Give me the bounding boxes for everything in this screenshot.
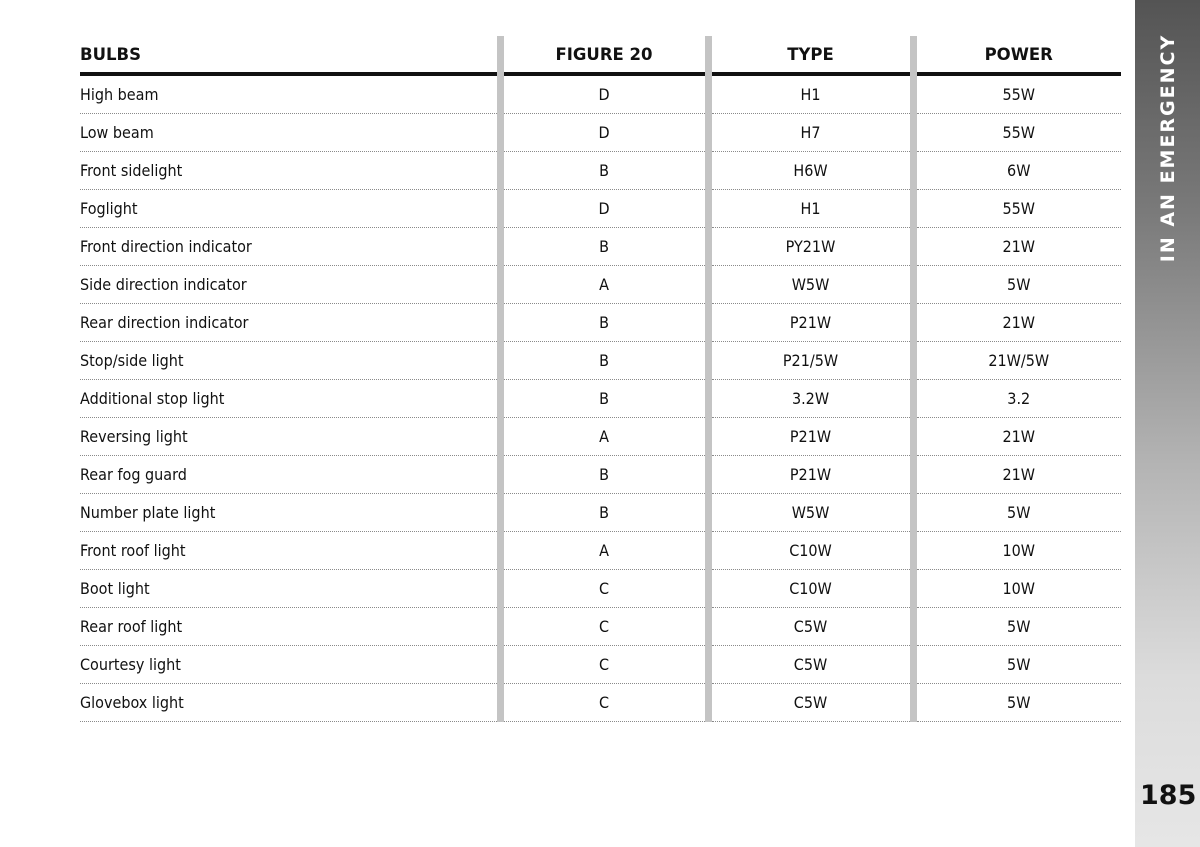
table-row xyxy=(80,228,1121,266)
cell-bulb: Courtesy light xyxy=(80,646,500,684)
cell-power: 5W xyxy=(913,608,1121,646)
cell-bulb: Boot light xyxy=(80,570,500,608)
cell-bulb: Rear fog guard xyxy=(80,456,500,494)
cell-power: 10W xyxy=(913,532,1121,570)
cell-type: C10W xyxy=(708,570,913,608)
header-power: POWER xyxy=(913,36,1121,74)
cell-type: H1 xyxy=(708,190,913,228)
cell-type: C5W xyxy=(708,646,913,684)
cell-figure: D xyxy=(500,190,708,228)
cell-power: 5W xyxy=(913,494,1121,532)
cell-bulb: Rear roof light xyxy=(80,608,500,646)
cell-figure: C xyxy=(500,570,708,608)
cell-power: 55W xyxy=(913,190,1121,228)
cell-figure: B xyxy=(500,456,708,494)
table-row xyxy=(80,684,1121,722)
table-row xyxy=(80,266,1121,304)
cell-power: 3.2 xyxy=(913,380,1121,418)
cell-power: 21W/5W xyxy=(913,342,1121,380)
cell-figure: B xyxy=(500,228,708,266)
cell-figure: B xyxy=(500,380,708,418)
cell-type: H6W xyxy=(708,152,913,190)
cell-figure: A xyxy=(500,418,708,456)
cell-figure: C xyxy=(500,684,708,722)
cell-power: 55W xyxy=(913,114,1121,152)
table-body xyxy=(80,74,1121,722)
cell-bulb: Glovebox light xyxy=(80,684,500,722)
cell-bulb: Stop/side light xyxy=(80,342,500,380)
cell-power: 21W xyxy=(913,418,1121,456)
cell-type: W5W xyxy=(708,494,913,532)
cell-figure: D xyxy=(500,74,708,114)
table-row xyxy=(80,418,1121,456)
cell-figure: D xyxy=(500,114,708,152)
table-row xyxy=(80,342,1121,380)
bulb-table xyxy=(80,36,1121,722)
cell-figure: C xyxy=(500,608,708,646)
table-row xyxy=(80,190,1121,228)
cell-type: P21/5W xyxy=(708,342,913,380)
table-row xyxy=(80,304,1121,342)
cell-type: C5W xyxy=(708,684,913,722)
table-row xyxy=(80,646,1121,684)
cell-power: 55W xyxy=(913,74,1121,114)
cell-type: P21W xyxy=(708,304,913,342)
cell-bulb: Low beam xyxy=(80,114,500,152)
table-row xyxy=(80,494,1121,532)
table-header-row xyxy=(80,36,1121,74)
cell-figure: C xyxy=(500,646,708,684)
header-bulbs: BULBS xyxy=(80,36,500,74)
cell-power: 5W xyxy=(913,646,1121,684)
section-title: IN AN EMERGENCY xyxy=(1157,33,1179,263)
cell-type: W5W xyxy=(708,266,913,304)
cell-type: C5W xyxy=(708,608,913,646)
cell-bulb: Number plate light xyxy=(80,494,500,532)
cell-type: H7 xyxy=(708,114,913,152)
cell-bulb: Additional stop light xyxy=(80,380,500,418)
header-figure: FIGURE 20 xyxy=(500,36,708,74)
cell-figure: A xyxy=(500,532,708,570)
table-row xyxy=(80,74,1121,114)
cell-power: 6W xyxy=(913,152,1121,190)
cell-bulb: Rear direction indicator xyxy=(80,304,500,342)
cell-type: C10W xyxy=(708,532,913,570)
table-row xyxy=(80,114,1121,152)
cell-power: 21W xyxy=(913,456,1121,494)
cell-figure: B xyxy=(500,152,708,190)
cell-bulb: Front direction indicator xyxy=(80,228,500,266)
cell-type: 3.2W xyxy=(708,380,913,418)
cell-figure: B xyxy=(500,494,708,532)
cell-type: PY21W xyxy=(708,228,913,266)
page-number: 185 xyxy=(1140,780,1197,811)
cell-type: P21W xyxy=(708,456,913,494)
cell-power: 21W xyxy=(913,228,1121,266)
table-row xyxy=(80,608,1121,646)
cell-bulb: High beam xyxy=(80,74,500,114)
table-row xyxy=(80,380,1121,418)
cell-figure: A xyxy=(500,266,708,304)
table-row xyxy=(80,456,1121,494)
cell-bulb: Side direction indicator xyxy=(80,266,500,304)
cell-figure: B xyxy=(500,304,708,342)
cell-power: 21W xyxy=(913,304,1121,342)
cell-type: H1 xyxy=(708,74,913,114)
header-type: TYPE xyxy=(708,36,913,74)
cell-bulb: Reversing light xyxy=(80,418,500,456)
cell-bulb: Front sidelight xyxy=(80,152,500,190)
cell-type: P21W xyxy=(708,418,913,456)
cell-bulb: Foglight xyxy=(80,190,500,228)
table-row xyxy=(80,532,1121,570)
table-row xyxy=(80,152,1121,190)
table-row xyxy=(80,570,1121,608)
cell-bulb: Front roof light xyxy=(80,532,500,570)
cell-power: 5W xyxy=(913,684,1121,722)
cell-power: 10W xyxy=(913,570,1121,608)
cell-power: 5W xyxy=(913,266,1121,304)
cell-figure: B xyxy=(500,342,708,380)
